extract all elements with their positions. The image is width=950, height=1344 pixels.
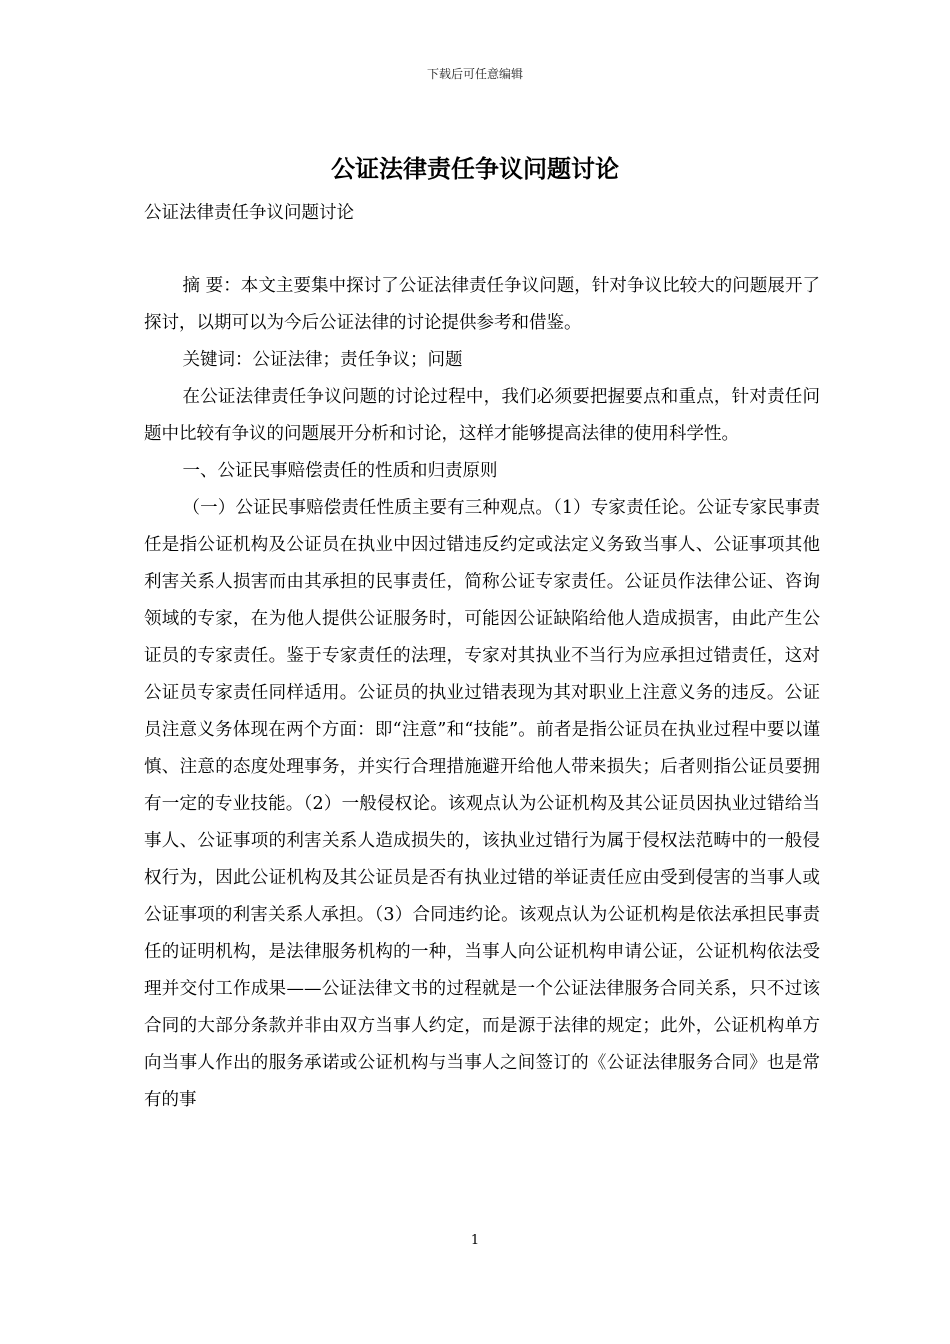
section-heading: 一、公证民事赔偿责任的性质和归责原则 [182,461,498,481]
document-body [144,268,820,1119]
intro-paragraph: 在公证法律责任争议问题的讨论过程中，我们必须要把握要点和重点，针对责任问题中比较有争议的问题展开分析和讨论，这样才能够提高法律的使用科学性。 [144,387,820,444]
section-body-paragraph: （一）公证民事赔偿责任性质主要有三种观点。（1）专家责任论。公证专家民事责任是指公证机构及公证员在执业中因过错违反约定或法定义务致当事人、公证事项其他利害关系人损害而由其承担的民事责任，简称公证专家责任。公证员作法律公证、咨询领域的专家，在为他人提供公证服务时，可能因公证缺陷给他人造成损害，由此产生公证员的专家责任。鉴于专家责任的法理，专家对其执业不当行为应承担过错责任，这对公证员专家责任同样适用。公证员的执业过错表现为其对职业上注意义务的违反。公证员注意义务体现在两个方面：即“注意”和“技能”。前者是指公证员在执业过程中要以谨慎、注意的态度处理事务，并实行合理措施避开给他人带来损失；后者则指公证员要拥有一定的专业技能。（2）一般侵权论。该观点认为公证机构及其公证员因执业过错给当事人、公证事项的利害关系人造成损失的，该执业过错行为属于侵权法范畴中的一般侵权行为，因此公证机构及其公证员是否有执业过错的举证责任应由受到侵害的当事人或公证事项的利害关系人承担。（3）合同违约论。该观点认为公证机构是依法承担民事责任的证明机构，是法律服务机构的一种，当事人向公证机构申请公证，公证机构依法受理并交付工作成果——公证法律文书的过程就是一个公证法律服务合同关系，只不过该合同的大部分条款并非由双方当事人约定，而是源于法律的规定；此外，公证机构单方向当事人作出的服务承诺或公证机构与当事人之间签订的《公证法律服务合同》也是常有的事 [144,498,820,1110]
document-title: 公证法律责任争议问题讨论 [331,154,619,183]
keywords-paragraph: 关键词：公证法律；责任争议；问题 [182,350,463,370]
document-subtitle: 公证法律责任争议问题讨论 [144,203,354,223]
abstract-paragraph: 摘 要：本文主要集中探讨了公证法律责任争议问题，针对争议比较大的问题展开了探讨，以期可以为今后公证法律的讨论提供参考和借鉴。 [144,276,820,333]
page-number: 1 [470,1233,480,1248]
header-note: 下载后可任意编辑 [426,67,523,81]
